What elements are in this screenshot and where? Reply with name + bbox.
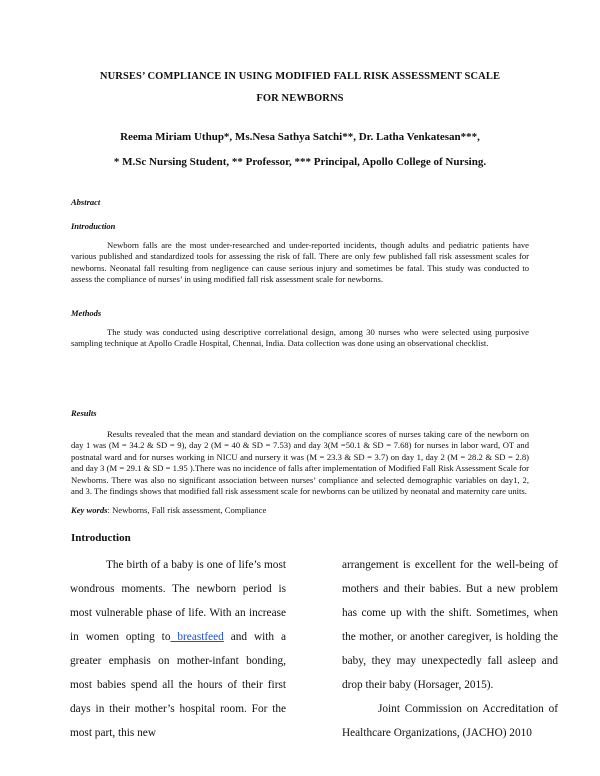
body-paragraph bbox=[70, 553, 286, 745]
abstract-label: Abstract bbox=[71, 197, 101, 207]
keywords bbox=[71, 505, 266, 516]
paper-title-line-1: NURSES’ COMPLIANCE IN USING MODIFIED FALL RISK ASSESSMENT SCALE bbox=[99, 71, 501, 82]
body-paragraph-continued: arrangement is excellent for the well-being of mothers and their babies. But a new problem has come up with the shift. Sometimes, when the mother, or another caregiver, is holding the baby, they may unexpectedly fall asleep and drop their baby (Horsager, 2015). bbox=[342, 559, 558, 691]
breastfeed-link[interactable]: breastfeed bbox=[170, 631, 224, 643]
body-text-before-link: The birth of a baby is one of life’s most wondrous moments. The newborn period is most vulnerable phase of life. With an increase in women opting to bbox=[70, 559, 286, 643]
abstract-results-label: Results bbox=[71, 408, 97, 418]
introduction-heading: Introduction bbox=[71, 532, 131, 544]
paper-title-line-2: FOR NEWBORNS bbox=[256, 93, 344, 104]
abstract-methods-text: The study was conducted using descriptive correlational design, among 30 nurses who were selected using purposive sampling technique at Apollo Cradle Hospital, Chennai, India. Data collection was done using an observational checklist. bbox=[71, 327, 529, 349]
author-affiliations: * M.Sc Nursing Student, ** Professor, *** Principal, Apollo College of Nursing. bbox=[113, 156, 487, 168]
abstract-introduction-label: Introduction bbox=[71, 221, 116, 231]
abstract-introduction-text: Newborn falls are the most under-researched and under-reported incidents, though adults and pediatric patients have various published and standardized tools for assessing the risk of fall. There are only few published fall risk assessment scales for newborns. Neonatal fall resulting from negligence can cause serious injury and sometimes be fatal. This study was conducted to assess the compliance of nurses’ in using modified fall risk assessment scale for newborns. bbox=[71, 240, 529, 285]
body-paragraph-jacho: Joint Commission on Accreditation of Healthcare Organizations, (JACHO) 2010 bbox=[342, 703, 558, 739]
body-column-right bbox=[342, 553, 558, 745]
keywords-value: : Newborns, Fall risk assessment, Compliance bbox=[107, 505, 267, 515]
body-column-left bbox=[70, 553, 286, 745]
body-text-after-link: and with a greater emphasis on mother-infant bonding, most babies spend all the hours of their first days in their mother’s hospital room. For the most part, this new bbox=[70, 631, 286, 739]
abstract-methods-label: Methods bbox=[71, 308, 102, 318]
keywords-label: Key words bbox=[71, 505, 108, 515]
author-list: Reema Miriam Uthup*, Ms.Nesa Sathya Satchi**, Dr. Latha Venkatesan***, bbox=[120, 131, 480, 143]
abstract-results-text: Results revealed that the mean and standard deviation on the compliance scores of nurses taking care of the newborn on day 1 was (M = 34.2 & SD = 9), day 2 (M = 40 & SD = 7.53) and day 3(M =50.1 & SD = 7.68) for nurses in labor ward, OT and postnatal ward and for nurses working in NICU and nursery it was (M = 23.3 & SD = 3.7) on day 1, day 2 (M = 28.2 & SD = 2.8) and day 3 (M = 29.1 & SD = 1.95 ).There was no incidence of falls after implementation of Modified Fall Risk Assessment Scale for Newborns. There was also no significant association between nurses’ compliance and selected demographic variables on day1, 2, and 3. The findings shows that modified fall risk assessment scale for newborns can be utilized by neonatal and maternity care units. bbox=[71, 429, 529, 497]
